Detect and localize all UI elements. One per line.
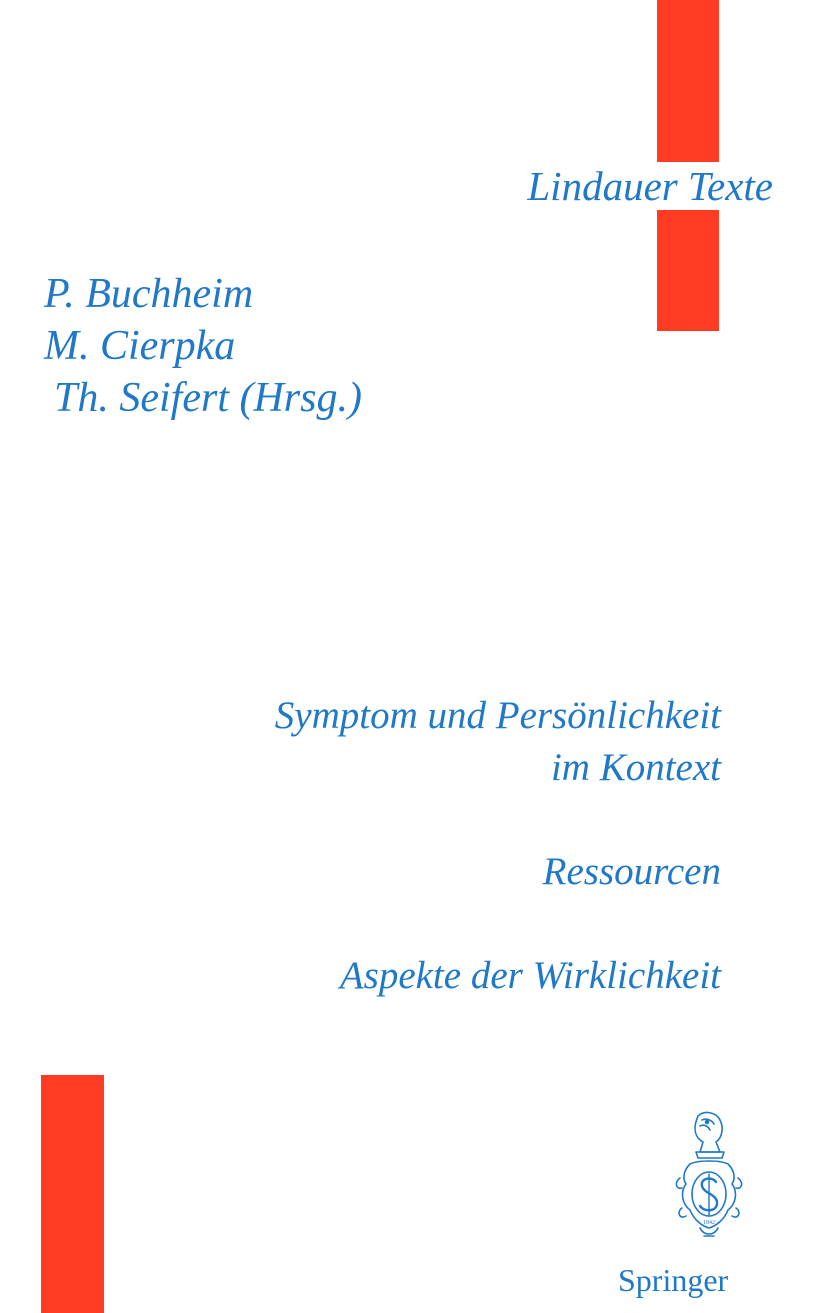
publisher-name: Springer bbox=[618, 1262, 729, 1298]
editors-list bbox=[44, 268, 362, 424]
editor-name: Th. Seifert (Hrsg.) bbox=[54, 375, 362, 421]
series-title: Lindauer Texte bbox=[527, 163, 773, 209]
editor-name: M. Cierpka bbox=[44, 323, 236, 369]
editor-name: P. Buchheim bbox=[44, 271, 254, 317]
topic-title: Ressourcen bbox=[542, 850, 721, 893]
springer-knight-logo-icon bbox=[670, 1108, 748, 1248]
red-bar-top-upper bbox=[657, 0, 719, 176]
spacer bbox=[275, 794, 721, 846]
topic-title-line: Symptom und Persönlichkeit bbox=[274, 694, 721, 737]
red-bar-top-lower bbox=[657, 204, 719, 331]
topic-title: Aspekte der Wirklichkeit bbox=[339, 954, 721, 997]
logo-year-text: 1842 bbox=[703, 1220, 715, 1226]
topic-title-line: im Kontext bbox=[550, 746, 721, 789]
spacer bbox=[275, 898, 721, 950]
red-bar-bottom bbox=[41, 1075, 104, 1313]
topics-block bbox=[275, 690, 721, 1002]
